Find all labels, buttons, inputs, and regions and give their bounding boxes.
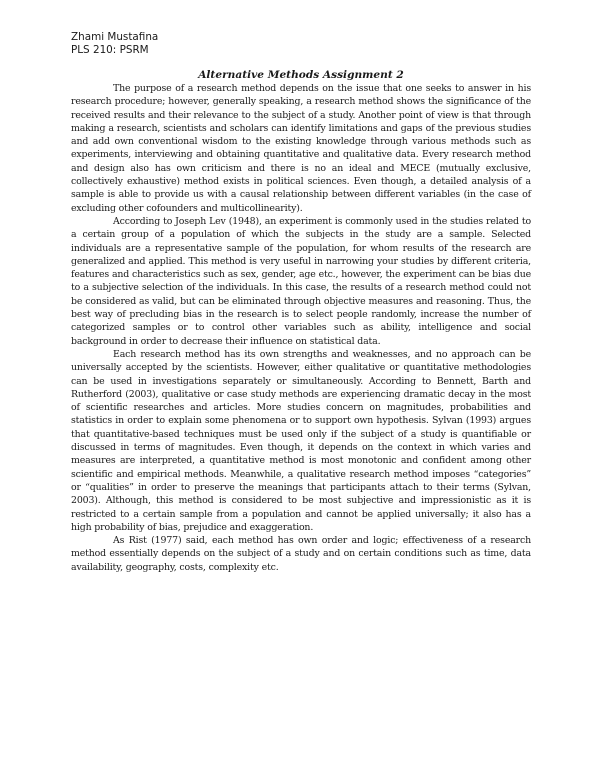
document-page xyxy=(71,31,531,574)
author-name: Zhami Mustafina xyxy=(71,31,159,43)
course-code: PLS 210: PSRM xyxy=(71,43,149,56)
document-title: Alternative Methods Assignment 2 xyxy=(198,69,404,81)
paragraph-2: According to Joseph Lev (1948), an experiment is commonly used in the studies related to a certain group of a population of which the subjects in the study are a sample. Selected individuals are a representative sample of the population, for whom results of the research are generalized and applied. This method is very useful in narrowing your studies by different criteria, features and characteristics such as sex, gender, age etc., however, the experiment can be bias due to a subjective selection of the individuals. In this case, the results of a research method could not be considered as valid, but can be eliminated through objective measures and reasoning. Thus, the best way of precluding bias in the research is to select people randomly, increase the number of categorized samples or to control other variables such as ability, intelligence and social background in order to decrease their influence on statistical data. xyxy=(71,215,531,347)
paragraph-4: As Rist (1977) said, each method has own order and logic; effectiveness of a research method essentially depends on the subject of a study and on certain conditions such as time, data availability, geography, costs, complexity etc. xyxy=(71,535,531,573)
paragraph-1: The purpose of a research method depends on the issue that one seeks to answer in his research procedure; however, generally speaking, a research method shows the significance of the received results and their relevance to the subject of a study. Another point of view is that through making a research, scientists and scholars can identify limitations and gaps of the previous studies and add own conventional wisdom to the existing knowledge through various methods such as experiments, interviewing and obtaining quantitative and qualitative data. Every research method and design also has own criticism and there is no an ideal and MECE (mutually exclusive, collectively exhaustive) method exists in political sciences. Even though, a detailed analysis of a sample is able to provide us with a causal relationship between different variables (in the case of excluding other cofounders and multicollinearity). xyxy=(71,83,531,214)
paragraph-3: Each research method has its own strengths and weaknesses, and no approach can be universally accepted by the scientists. However, either qualitative or quantitative methodologies can be used in investigations separately or simultaneously. According to Bennett, Barth and Rutherford (2003), qualitative or case study methods are experiencing dramatic decay in the most of scientific researches and articles. More studies concern on magnitudes, probabilities and statistics in order to explain some phenomena or to support own hypothesis. Sylvan (1993) argues that quantitative-based techniques must be used only if the subject of a study is quantifiable or discussed in terms of magnitudes. Even though, it depends on the context in which varies and measures are interpreted, a quantitative method is most monotonic and confident among other scientific and empirical methods. Meanwhile, a qualitative research method imposes “categories” or “qualities” in order to preserve the meanings that participants attach to their terms (Sylvan, 2003). Although, this method is considered to be most subjective and impressionistic as it is restricted to a certain sample from a population and cannot be applied universally; it also has a high probability of bias, prejudice and exaggeration. xyxy=(71,348,531,533)
